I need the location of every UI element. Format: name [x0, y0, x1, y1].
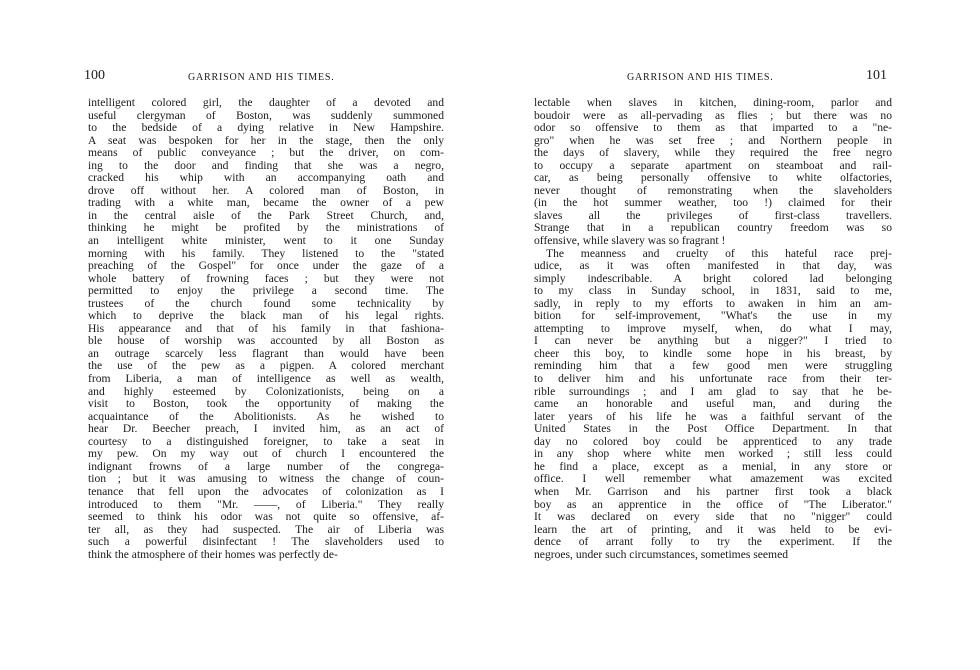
text-line: never thought of remonstrating when the slaveholders: [534, 183, 892, 197]
text-line: gro" when he was set free ; and Northern people in: [534, 133, 892, 147]
text-line: negroes, under such circumstances, sometimes seemed: [534, 547, 789, 561]
text-line: morning with his family. They listened to the "stated: [88, 246, 444, 260]
text-line: offensive, while slavery was so fragrant !: [534, 234, 726, 248]
text-line: trustees of the church found some technicality by: [88, 296, 444, 310]
text-line: intelligent colored girl, the daughter of a devoted and: [88, 96, 444, 109]
running-head: GARRISON AND HIS TIMES.: [188, 72, 335, 83]
text-line: A seat was bespoken for her in the stage, then the only: [88, 133, 444, 147]
text-line: United States in the Post Office Department. In that: [534, 422, 892, 436]
text-line: think the atmosphere of their homes was perfectly de-: [88, 547, 338, 561]
text-line: tion ; but it was amusing to witness the change of coun-: [88, 472, 444, 486]
text-line: in any shop where white men worked ; still less could: [534, 447, 892, 461]
text-line: reminding him that a few good men were struggling: [534, 359, 892, 373]
text-line: boudoir were as all-pervading as flies ; but there was no: [534, 108, 892, 122]
text-line: I can never be anything but a nigger?" I tried to: [534, 334, 892, 348]
text-line: permitted to enjoy the privilege a second time. The: [88, 284, 444, 298]
text-line: hear Dr. Beecher preach, I invited him, as an act of: [88, 422, 444, 436]
text-line: when Mr. Garrison and his partner first took a black: [534, 484, 892, 498]
text-line: udice, as it was often manifested in that day, was: [534, 259, 892, 273]
text-line: trading with a white man, became the owner of a pew: [88, 196, 444, 210]
text-line: whole battery of frowning faces ; but they were not: [88, 271, 444, 285]
text-column: [534, 97, 892, 561]
text-line: lectable when slaves in kitchen, dining-room, parlor and: [534, 96, 892, 109]
text-line: odor so offensive to them as that imparted to a "ne-: [534, 121, 892, 135]
running-head: GARRISON AND HIS TIMES.: [627, 72, 774, 83]
text-line: means of public conveyance ; but the driver, on com-: [88, 146, 444, 160]
text-line: rible surroundings ; and I am glad to say that he be-: [534, 384, 892, 398]
text-line: in the central aisle of the Park Street Church, and,: [88, 208, 444, 222]
text-line: car, as being personally offensive to white olfactories,: [534, 171, 892, 185]
text-line: came an honorable and useful man, and during the: [534, 397, 892, 411]
text-line: to the bedside of a dying relative in New Hampshire.: [88, 121, 444, 135]
page-number: 101: [866, 68, 887, 83]
text-line: visit to Boston, took the opportunity of making the: [88, 397, 444, 411]
text-line: acquaintance of the Abolitionists. As he wished to: [88, 409, 444, 423]
text-line: the days of slavery, while they required the free negro: [534, 146, 892, 160]
text-line: from Liberia, a man of intelligence as well as wealth,: [88, 372, 444, 386]
text-line: ble house of worship was accounted by all Boston as: [88, 334, 444, 348]
text-line: sadly, in reply to my efforts to awaken in him an am-: [534, 296, 892, 310]
text-line: introduced to them "Mr. ——, of Liberia." They really: [88, 497, 444, 511]
text-line: The meanness and cruelty of this hateful race prej-: [546, 246, 892, 260]
text-line: learn the art of printing, and it was held to be evi-: [534, 522, 892, 536]
text-line: later years of his life he was a faithful servant of the: [534, 409, 892, 423]
text-line: dence of arrant folly to try the experiment. If the: [534, 535, 892, 549]
text-line: to my class in Sunday school, in 1831, said to me,: [534, 284, 892, 298]
text-line: attempting to improve myself, when, do what I may,: [534, 321, 892, 335]
text-line: simply indescribable. A bright colored lad belonging: [534, 271, 892, 285]
text-line: an outrage scarcely less flagrant than would have been: [88, 346, 444, 360]
text-line: indignant frowns of a large number of the congrega-: [88, 459, 444, 473]
text-line: day no colored boy could be apprenticed to any trade: [534, 434, 892, 448]
text-line: my pew. On my way out of church I encountered the: [88, 447, 444, 461]
right-page: [490, 0, 980, 670]
text-line: useful clergyman of Boston, was suddenly summoned: [88, 108, 444, 122]
text-line: an intelligent white minister, went to it one Sunday: [88, 234, 444, 248]
text-line: the use of the pew as a pigpen. A colored merchant: [88, 359, 444, 373]
text-line: boy as an apprentice in the office of "The Liberator.": [534, 497, 892, 511]
text-line: which to deprive the black man of his legal rights.: [88, 309, 444, 323]
text-line: drove off without her. A colored man of Boston, in: [88, 183, 444, 197]
text-line: (in the hot summer weather, too !) claimed for their: [534, 196, 892, 210]
text-line: he find a place, except as a menial, in any store or: [534, 459, 892, 473]
text-line: ter all, as they had suspected. The air of Liberia was: [88, 522, 444, 536]
text-line: office. I well remember what amazement was excited: [534, 472, 892, 486]
text-line: and highly esteemed by Colonizationists, being on a: [88, 384, 444, 398]
text-line: bition for self-improvement, "What's the use in my: [534, 309, 892, 323]
text-line: courtesy to a distinguished foreigner, to take a seat in: [88, 434, 444, 448]
text-line: slaves all the privileges of first-class travellers.: [534, 208, 892, 222]
text-column: [88, 97, 444, 561]
text-line: His appearance and that of his family in that fashiona-: [88, 321, 444, 335]
text-line: seemed to think his odor was not quite so offensive, af-: [88, 510, 444, 524]
text-line: It was declared on every side that no "nigger" could: [534, 510, 892, 524]
text-line: cracked his whip with an accompanying oath and: [88, 171, 444, 185]
text-line: preaching of the Gospel" for once under the gaze of a: [88, 259, 444, 273]
text-line: such a powerful disinfectant ! The slaveholders used to: [88, 535, 444, 549]
text-line: to occupy a separate apartment on steamboat and rail-: [534, 158, 892, 172]
text-line: to deliver him and his unfortunate race from their ter-: [534, 372, 892, 386]
text-line: Strange that in a republican country freedom was so: [534, 221, 892, 235]
page-number: 100: [84, 68, 105, 83]
text-line: cheer this boy, to kindle some hope in his breast, by: [534, 346, 892, 360]
text-line: tenance that fell upon the advocates of colonization as I: [88, 484, 444, 498]
text-line: ing to the door and finding that she was a negro,: [88, 158, 444, 172]
text-line: thinking he might be profited by the ministrations of: [88, 221, 444, 235]
